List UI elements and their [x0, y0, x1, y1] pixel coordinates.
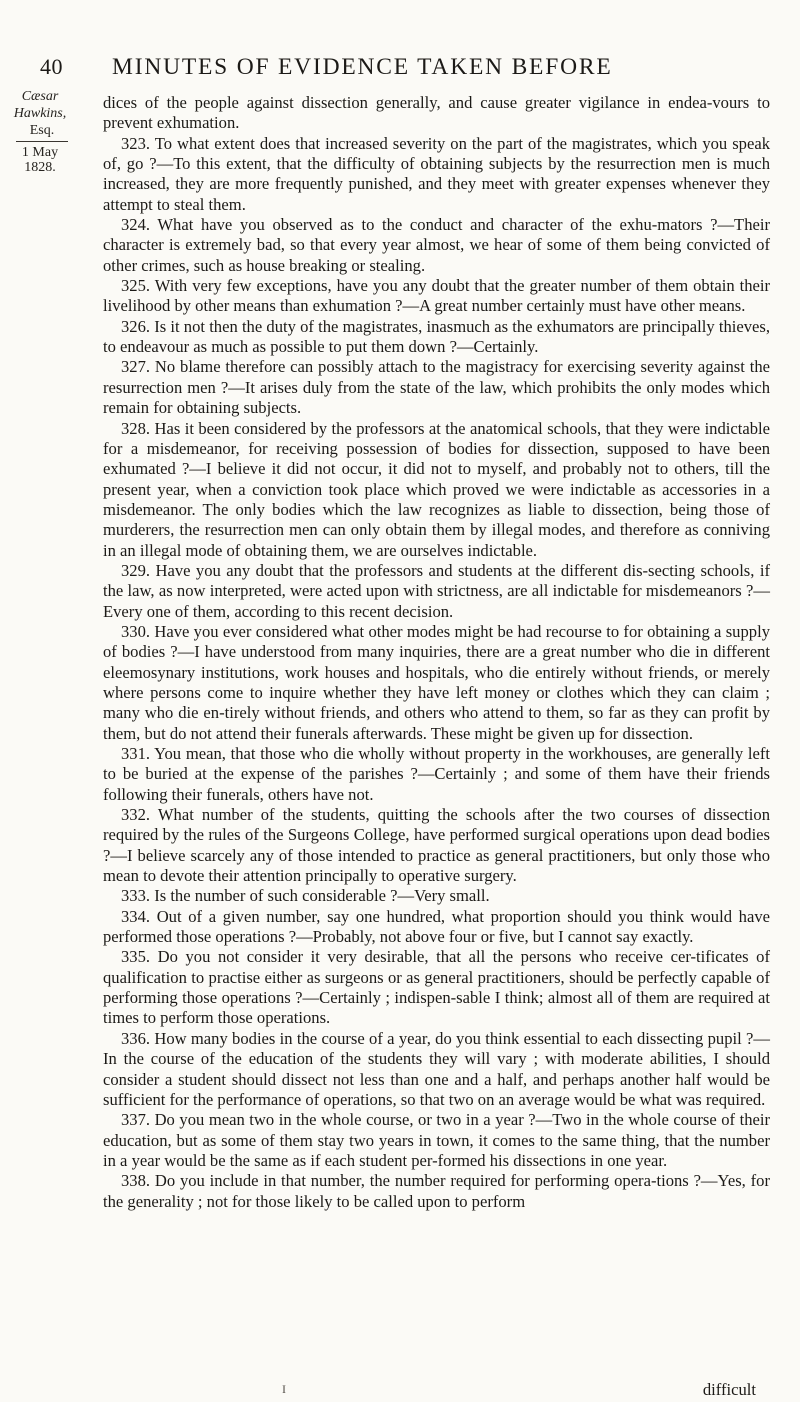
page-header — [40, 54, 780, 84]
question-329: 329. Have you any doubt that the professors and students at the different dis-secting schools, if the law, as now interpreted, were acted upon with strictness, are all indictable for misdemeanors ?—Every one of them, according to this recent decision. — [103, 560, 770, 621]
page-number: 40 — [40, 54, 63, 79]
question-332: 332. What number of the students, quitting the schools after the two courses of dissection required by the rules of the Surgeons College, have performed surgical operations upon dead bodies ?—I believe scarcely any of those intended to practice as general practitioners, but only those who mean to devote their attention principally to operative surgery. — [103, 805, 770, 886]
question-331: 331. You mean, that those who die wholly without property in the workhouses, are generally left to be buried at the expense of the parishes ?—Certainly ; and some of them have their friends following their funerals, others have not. — [103, 744, 770, 804]
question-324: 324. What have you observed as to the conduct and character of the exhu-mators ?—Their character is extremely bad, so that every year almost, we hear of some of them being convicted of other crimes, such as house breaking or stealing. — [103, 215, 770, 275]
question-328: 328. Has it been considered by the professors at the anatomical schools, that they were indictable for a misdemeanor, for receiving possession of bodies for dissection, supposed to have been exhumated ?—I believe it did not occur, it did not to myself, and probably not to others, till the present year, when a conviction took place which proved we were indictable as accessories in a misdemeanor. The only bodies which the law recognizes as liable to dissection, being those of murderers, the resurrection men can only obtain them by illegal modes, and therefore as conniving in an illegal mode of obtaining them, we are ourselves indictable. — [103, 418, 770, 560]
question-336: 336. How many bodies in the course of a year, do you think essential to each dissecting pupil ?—In the course of the education of the students they will vary ; with moderate abilities, I should consider a student should dissect not less than one and a half, and perhaps another half would be sufficient for the performance of operations, so that two on an average would be what was required. — [103, 1028, 770, 1109]
question-325: 325. With very few exceptions, have you any doubt that the greater number of them obtain their livelihood by other means than exhumation ?—A great number certainly must have other means. — [103, 276, 770, 316]
minutes-body — [103, 93, 770, 1212]
witness-title: Esq. — [16, 122, 68, 142]
question-335: 335. Do you not consider it very desirable, that all the persons who receive cer-tificates of qualification to practise either as surgeons or as general practitioners, should be perfectly capable of performing those operations ?—Certainly ; indispen-sable I think; almost all of them are required at times to perform those operations. — [103, 947, 770, 1028]
witness-name: Cæsar Hawkins, — [13, 89, 67, 121]
testimony-date-year: 1828. — [24, 160, 56, 175]
margin-note — [6, 88, 74, 175]
signature-mark: I — [282, 1382, 286, 1396]
running-head: MINUTES OF EVIDENCE TAKEN BEFORE — [112, 54, 613, 80]
question-326: 326. Is it not then the duty of the magistrates, inasmuch as the exhumators are principally thieves, to endeavour as much as possible to put them down ?—Certainly. — [103, 316, 770, 357]
paragraph-continued: dices of the people against dissection generally, and cause greater vigilance in endea-vours to prevent exhumation. — [103, 93, 770, 133]
question-338: 338. Do you include in that number, the number required for performing opera-tions ?—Yes, for the generality ; not for those likely to be called upon to perform — [103, 1171, 770, 1211]
question-333: 333. Is the number of such considerable ?—Very small. — [121, 886, 490, 906]
question-337: 337. Do you mean two in the whole course, or two in a year ?—Two in the whole course of their education, but as some of them stay two years in town, it comes to the same thing, that the number in a year would be the same as if each student per-formed his dissections in one year. — [103, 1110, 770, 1170]
testimony-date-day: 1 May — [21, 145, 59, 160]
question-330: 330. Have you ever considered what other modes might be had recourse to for obtaining a supply of bodies ?—I have understood from many inquiries, there are a great number who die in different eleemosynary institutions, work houses and hospitals, who die entirely without friends, or merely where persons come to inquire whether they have left money or clothes which they can claim ; many who die en-tirely without friends, and others who attend to them, so far as they can profit by them, but do not attend their funerals afterwards. These might be given up for dissection. — [103, 621, 770, 743]
question-334: 334. Out of a given number, say one hundred, what proportion should you think would have performed those operations ?—Probably, not above four or five, but I cannot say exactly. — [103, 906, 770, 947]
question-323: 323. To what extent does that increased severity on the part of the magistrates, which you speak of, go ?—To this extent, that the difficulty of obtaining subjects by the resurrection men is much increased, they are more frequently punished, and they meet with greater expenses whenever they attempt to steal them. — [103, 133, 770, 214]
catchword: difficult — [702, 1380, 756, 1399]
question-327: 327. No blame therefore can possibly attach to the magistracy for exercising severity against the resurrection men ?—It arises duly from the state of the law, which prohibits the only modes which remain for obtaining subjects. — [103, 357, 770, 418]
